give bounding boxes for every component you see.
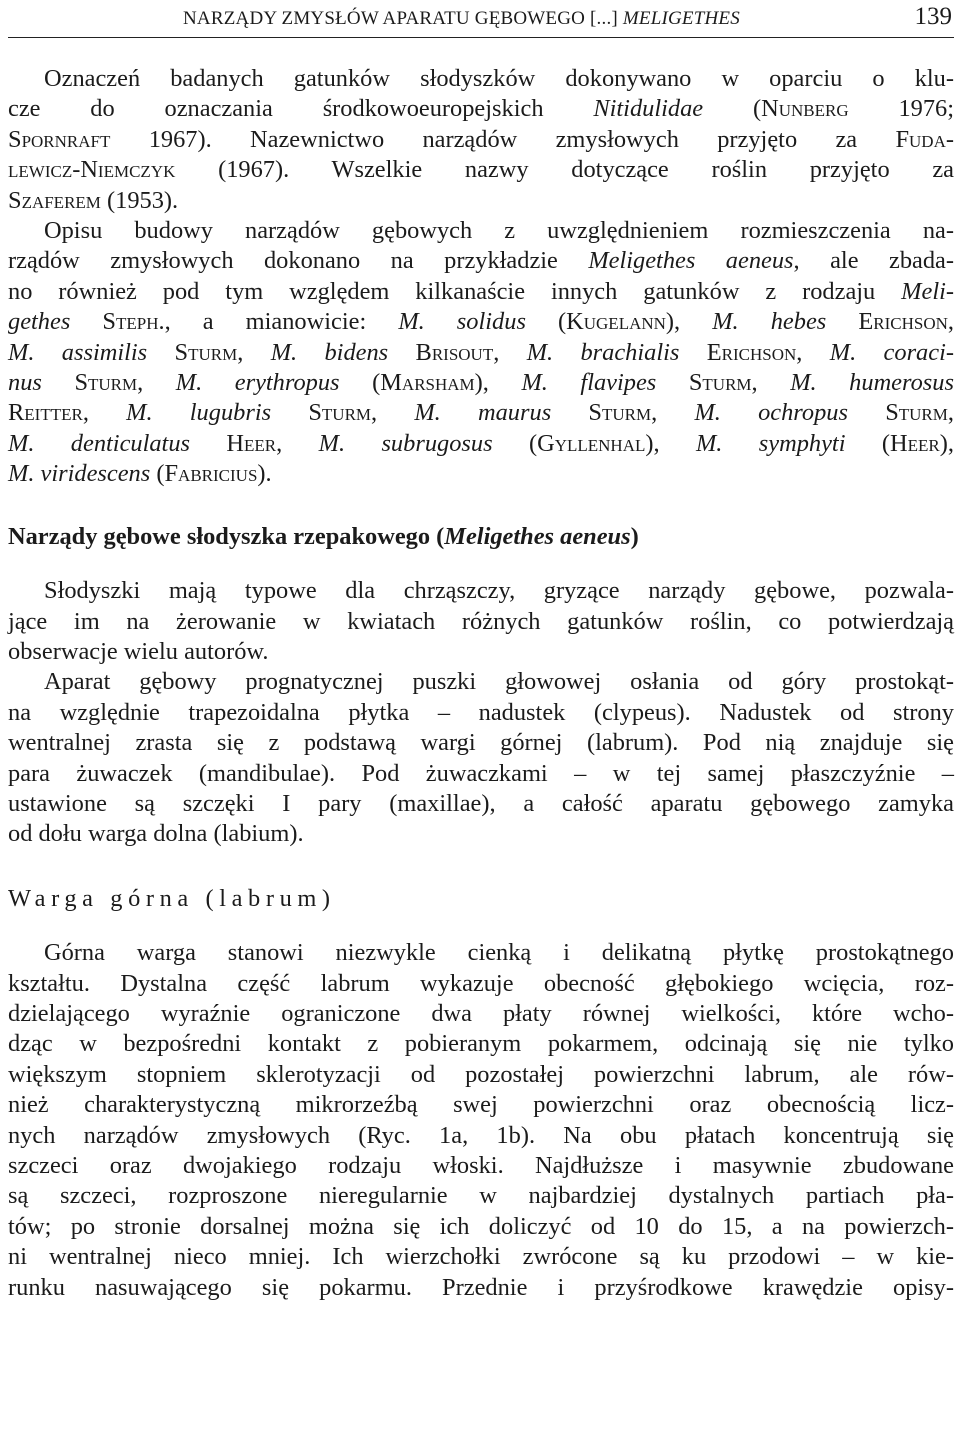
smallcaps-name: Sturm: [588, 399, 652, 427]
italic-text: M. ochropus: [694, 399, 848, 427]
text-line: [8, 607, 954, 637]
text-line: [8, 338, 954, 368]
plain-text: [147, 339, 174, 366]
text-line: [8, 125, 954, 155]
italic-text: Meli-: [901, 277, 954, 305]
plain-text: ,: [947, 399, 954, 427]
smallcaps-name: Gyllenhal: [537, 429, 646, 457]
text-line: [8, 186, 954, 216]
running-header: [8, 3, 954, 30]
plain-text: obserwacje wielu autorów.: [8, 637, 269, 665]
section-heading-close: ): [630, 522, 639, 550]
plain-text: [42, 369, 75, 396]
header-rule: [8, 37, 954, 38]
text-line: [8, 759, 954, 789]
text-line: [8, 216, 954, 246]
italic-text: M. hebes: [712, 308, 827, 336]
text-line: [8, 1121, 954, 1151]
text-line: [8, 1273, 954, 1303]
plain-text: ,: [82, 399, 127, 427]
plain-text: nież charakterystyczną mikrorzeźbą swej powierzchni oraz obecnością licz-: [8, 1091, 954, 1119]
italic-text: gethes: [8, 308, 71, 336]
plain-text: (: [150, 460, 165, 488]
text-line: [8, 1060, 954, 1090]
spacer: [8, 850, 954, 884]
text-line: [8, 789, 954, 819]
text-line: [8, 94, 954, 124]
smallcaps-name: Sturm: [308, 399, 372, 427]
plain-text: Słodyszki mają typowe dla chrząszczy, gryzące narządy gębowe, pozwala-: [44, 577, 954, 605]
italic-text: Meligethes aeneus: [588, 247, 794, 275]
plain-text: [656, 369, 689, 396]
smallcaps-name: Heer: [226, 429, 277, 457]
plain-text: cze do oznaczania środkowoeuropejskich: [8, 95, 594, 123]
smallcaps-name: Steph: [102, 308, 159, 336]
plain-text: para żuwaczek (mandibulae). Pod żuwaczkami – w tej samej płaszczyźnie –: [8, 759, 954, 787]
plain-text: (: [339, 369, 381, 397]
italic-text: M. viridescens: [8, 460, 151, 488]
plain-text: ,: [276, 429, 319, 457]
running-title: [183, 8, 740, 30]
plain-text: są szczeci, rozproszone nieregularnie w najbardziej dystalnych partiach pła-: [8, 1182, 954, 1210]
spacer: [8, 552, 954, 576]
section-heading-italic: Meligethes aeneus: [444, 522, 631, 550]
italic-text: M. humerosus: [790, 369, 954, 397]
body-text: [8, 64, 954, 1303]
section-heading-text: Narządy gębowe słodyszka rzepakowego (: [8, 522, 445, 550]
text-line: [8, 819, 954, 849]
smallcaps-name: Erichson: [858, 308, 948, 336]
plain-text: ),: [939, 429, 954, 457]
subsection-heading: Warga górna (labrum): [8, 884, 336, 912]
smallcaps-name: Sturm: [885, 399, 948, 427]
italic-text: M. lugubris: [126, 399, 272, 427]
text-line: [8, 576, 954, 606]
plain-text: ,: [137, 369, 176, 397]
plain-text: ,: [796, 338, 830, 366]
text-line: [8, 398, 954, 428]
text-line: [8, 1029, 954, 1059]
text-line: [8, 1212, 954, 1242]
plain-text: [271, 399, 308, 426]
plain-text: ),: [665, 308, 713, 336]
text-line: [8, 637, 954, 667]
italic-text: M. denticulatus: [8, 429, 191, 457]
plain-text: kształtu. Dystalna część labrum wykazuje obecność głębokiego wcięcia, roz-: [8, 969, 954, 997]
smallcaps-name: Szaferem: [8, 186, 101, 214]
italic-text: M. erythropus: [175, 369, 340, 397]
smallcaps-name: Sturm: [74, 369, 138, 397]
plain-text: szczeci oraz dwojakiego rodzaju włoski. Najdłuższe i masywnie zbudowane: [8, 1152, 954, 1179]
text-line: [8, 307, 954, 337]
plain-text: [388, 339, 415, 366]
plain-text: (1967). Wszelkie nazwy dotyczące roślin przyjęto za: [175, 156, 954, 184]
text-line: [8, 1151, 954, 1181]
smallcaps-name: Reitter: [8, 399, 83, 427]
text-line: [8, 728, 954, 758]
text-line: [8, 368, 954, 398]
plain-text: 1967). Nazewnictwo narządów zmysłowych przyjęto za: [110, 125, 896, 153]
plain-text: ,: [651, 399, 695, 427]
plain-text: (: [492, 429, 538, 457]
plain-text: ustawione są szczęki I pary (maxillae), a całość aparatu gębowego zamyka: [8, 789, 954, 817]
smallcaps-name: Kugelann: [566, 308, 666, 336]
running-title-text: NARZĄDY ZMYSŁÓW APARATU GĘBOWEGO [...]: [183, 8, 623, 29]
plain-text: Opisu budowy narządów gębowych z uwzględnieniem rozmieszczenia na-: [44, 217, 954, 245]
text-line: [8, 246, 954, 276]
subsection-paragraphs: [8, 938, 954, 1303]
smallcaps-name: lewicz-Niemczyk: [8, 156, 176, 184]
plain-text: [826, 308, 858, 335]
spacer: [8, 490, 954, 522]
smallcaps-name: Marsham: [380, 369, 475, 397]
text-line: [8, 1181, 954, 1211]
plain-text: wentralnej zrasta się z podstawą wargi górnej (labrum). Pod nią znajduje się: [8, 729, 954, 757]
plain-text: ,: [371, 399, 415, 427]
plain-text: Górna warga stanowi niezwykle cienką i delikatną płytkę prostokątnego: [44, 939, 954, 967]
plain-text: [551, 399, 588, 426]
italic-text: M. coraci-: [829, 338, 954, 366]
smallcaps-name: Heer: [890, 429, 940, 457]
text-line: [8, 1242, 954, 1272]
smallcaps-name: Fabricius: [164, 460, 258, 488]
plain-text: od dołu warga dolna (labium).: [8, 820, 304, 848]
plain-text: ),: [645, 429, 696, 457]
text-line: [8, 155, 954, 185]
smallcaps-name: Erichson: [706, 338, 797, 366]
plain-text: ,: [947, 308, 954, 336]
plain-text: na względnie trapezoidalna płytka – nadustek (clypeus). Nadustek od strony: [8, 698, 954, 726]
plain-text: Oznaczeń badanych gatunków słodyszków dokonywano w oparciu o klu-: [44, 65, 954, 92]
plain-text: (: [525, 308, 567, 336]
smallcaps-name: Fuda-: [895, 125, 954, 153]
plain-text: większym stopniem sklerotyzacji od pozostałej powierzchni labrum, ale rów-: [8, 1060, 954, 1088]
smallcaps-name: Sturm: [174, 338, 238, 366]
plain-text: ),: [474, 369, 522, 397]
italic-text: M. bidens: [270, 338, 389, 366]
section-heading: [8, 522, 954, 552]
plain-text: dząc w bezpośredni kontakt z pobieranym pokarmem, odcinają się nie tylko: [8, 1030, 954, 1058]
smallcaps-name: Spornraft: [8, 125, 111, 153]
plain-text: , ale zbada-: [793, 247, 954, 275]
text-line: [8, 1090, 954, 1120]
plain-text: tów; po stronie dorsalnej można się ich doliczyć od 10 do 15, a na powierzch-: [8, 1212, 954, 1240]
italic-text: M. maurus: [414, 399, 552, 427]
plain-text: ).: [257, 460, 272, 488]
page-number: 139: [914, 3, 952, 30]
spacer: [8, 914, 954, 938]
plain-text: ni wentralnej nieco mniej. Ich wierzchołki zwrócone są ku przodowi – w kie-: [8, 1243, 954, 1271]
italic-text: M. solidus: [398, 308, 526, 336]
italic-text: M. assimilis: [8, 338, 148, 366]
text-line: [8, 938, 954, 968]
intro-paragraphs: [8, 64, 954, 490]
text-line: [8, 277, 954, 307]
plain-text: no również pod tym względem kilkanaście innych gatunków z rodzaju: [8, 277, 902, 305]
italic-text: M. brachialis: [526, 338, 680, 366]
plain-text: runku nasuwającego się pokarmu. Przednie i przyśrodkowe krawędzie opisy-: [8, 1273, 954, 1301]
section-paragraphs: [8, 576, 954, 850]
text-line: [8, 429, 954, 459]
text-line: [8, 999, 954, 1029]
plain-text: ., a mianowicie:: [158, 308, 399, 336]
plain-text: (1953).: [100, 186, 179, 214]
italic-text: M. flavipes: [521, 369, 657, 397]
running-title-italic: MELIGETHES: [622, 8, 740, 29]
plain-text: Aparat gębowy prognatycznej puszki głowowej osłania od góry prostokąt-: [44, 668, 954, 696]
plain-text: dzielającego wyraźnie ograniczone dwa płaty równej wielkości, które wcho-: [8, 999, 954, 1027]
smallcaps-name: Brisout: [415, 338, 494, 366]
text-line: [8, 698, 954, 728]
text-line: [8, 459, 954, 489]
plain-text: rządów zmysłowych dokonano na przykładzie: [8, 247, 589, 275]
text-line: [8, 969, 954, 999]
plain-text: [70, 308, 102, 335]
plain-text: 1976;: [848, 95, 955, 123]
plain-text: (: [703, 95, 762, 123]
italic-text: M. subrugosus: [318, 429, 493, 457]
plain-text: ,: [751, 369, 791, 397]
text-line: [8, 64, 954, 94]
italic-text: Nitidulidae: [593, 95, 704, 123]
document-page: [8, 0, 954, 1435]
plain-text: jące im na żerowanie w kwiatach różnych gatunków roślin, co potwierdzają: [8, 607, 954, 635]
smallcaps-name: Sturm: [688, 369, 752, 397]
plain-text: [190, 430, 226, 457]
plain-text: [679, 339, 706, 366]
plain-text: (: [845, 429, 891, 457]
plain-text: [848, 399, 885, 426]
plain-text: nych narządów zmysłowych (Ryc. 1a, 1b). Na obu płatach koncentrują się: [8, 1121, 954, 1149]
text-line: [8, 667, 954, 697]
smallcaps-name: Nunberg: [761, 95, 849, 123]
plain-text: ,: [237, 338, 271, 366]
italic-text: nus: [8, 369, 42, 397]
plain-text: ,: [493, 338, 527, 366]
italic-text: M. symphyti: [695, 429, 846, 457]
